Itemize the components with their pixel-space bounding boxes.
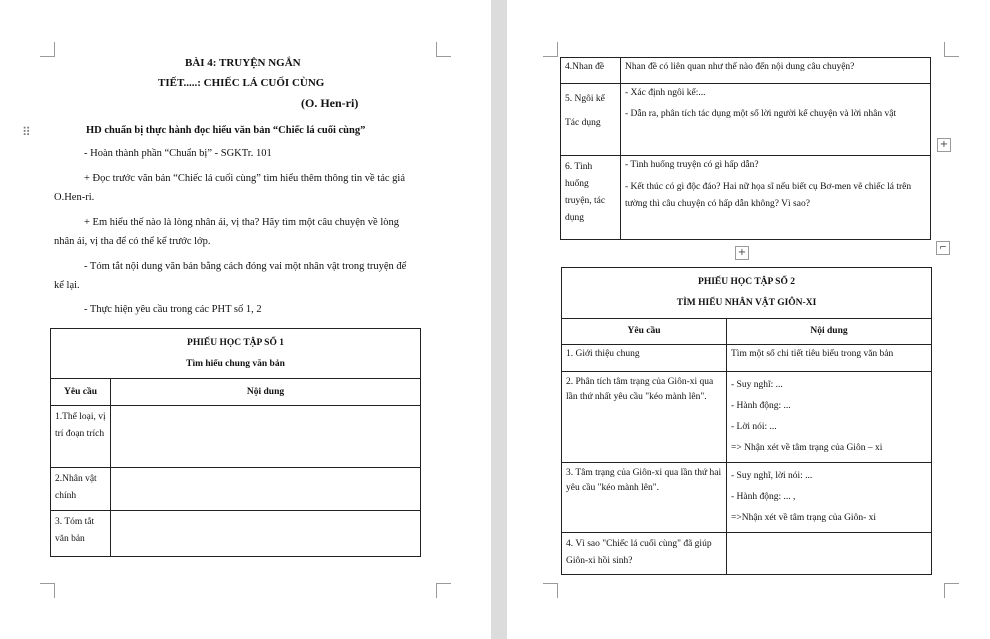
crop-mark bbox=[543, 583, 558, 598]
content-line: - Dẫn ra, phân tích tác dụng một số lời người kể chuyện và lời nhân vật bbox=[625, 109, 897, 119]
worksheet-1-continued-table bbox=[560, 57, 931, 240]
content-cell[interactable] bbox=[727, 463, 932, 533]
table-row bbox=[562, 463, 932, 533]
content-cell[interactable] bbox=[727, 372, 932, 463]
table-row bbox=[562, 533, 932, 575]
period-title: TIẾT.....: CHIẾC LÁ CUỐI CÙNG bbox=[158, 77, 325, 89]
content-line: - Suy nghĩ: ... bbox=[731, 380, 783, 390]
column-header: Nội dung bbox=[111, 379, 421, 406]
content-cell[interactable] bbox=[621, 156, 931, 240]
content-line: - Suy nghĩ, lời nói: ... bbox=[731, 471, 813, 481]
worksheet-2-header bbox=[562, 268, 932, 319]
instruction-line: + Em hiểu thế nào là lòng nhân ái, vị tha? Hãy tìm một câu chuyện về lòng bbox=[84, 217, 400, 228]
content-line: - Kết thúc có gì độc đáo? Hai nữ họa sĩ nếu biết cụ Bơ-men vẽ chiếc lá trên tường thì câu chuyện có hấp dẫn không? Vì sao? bbox=[625, 182, 912, 209]
column-header: Yêu cầu bbox=[51, 379, 111, 406]
table-row bbox=[562, 372, 932, 463]
author-name: (O. Hen-ri) bbox=[301, 96, 359, 110]
instruction-line: nhân ái, vị tha để có thể kể trước lớp. bbox=[54, 236, 211, 247]
requirement-cell: 1. Giới thiệu chung bbox=[562, 345, 727, 372]
worksheet-subtitle: TÌM HIỂU NHÂN VẬT GIÔN-XI bbox=[676, 298, 817, 308]
instruction-line: - Tóm tắt nội dung văn bản bằng cách đóng vai một nhân vật trong truyện để bbox=[84, 261, 407, 272]
drag-handle-icon[interactable]: ⠿ bbox=[22, 125, 31, 139]
requirement-cell: 2.Nhân vật chính bbox=[51, 468, 111, 511]
crop-mark bbox=[40, 42, 55, 57]
content-cell[interactable] bbox=[727, 345, 932, 372]
table-row bbox=[51, 468, 421, 511]
content-cell[interactable] bbox=[621, 84, 931, 156]
crop-mark bbox=[436, 583, 451, 598]
worksheet-title: PHIẾU HỌC TẬP SỐ 1 bbox=[187, 337, 284, 348]
column-header: Nội dung bbox=[727, 319, 932, 345]
worksheet-2-table bbox=[561, 267, 932, 575]
requirement-cell: 3. Tóm tắt văn bản bbox=[51, 511, 111, 557]
add-column-icon[interactable]: + bbox=[937, 138, 951, 152]
content-line: - Lời nói: ... bbox=[731, 422, 777, 432]
content-line: - Hành động: ... , bbox=[731, 492, 796, 502]
instruction-line: - Hoàn thành phần “Chuẩn bị” - SGKTr. 101 bbox=[84, 148, 272, 159]
crop-mark bbox=[543, 42, 558, 57]
instruction-line: + Đọc trước văn bản “Chiếc lá cuối cùng” tìm hiểu thêm thông tin về tác giả bbox=[84, 173, 405, 184]
table-row bbox=[51, 406, 421, 468]
content-line: Tìm một số chi tiết tiêu biểu trong văn bản bbox=[731, 349, 894, 359]
requirement-cell: 1.Thể loại, vị trí đoạn trích bbox=[51, 406, 111, 468]
content-cell[interactable] bbox=[111, 511, 421, 557]
content-line: Nhan đề có liên quan như thế nào đến nội dung câu chuyện? bbox=[625, 62, 855, 72]
document-page-2 bbox=[507, 0, 990, 639]
instruction-line: - Thực hiện yêu cầu trong các PHT số 1, 2 bbox=[84, 304, 262, 315]
worksheet-1-header bbox=[51, 329, 421, 379]
requirement-cell: 2. Phân tích tâm trạng của Giôn-xi qua lần thứ nhất yêu cầu "kéo mành lên". bbox=[562, 372, 727, 463]
document-page-1 bbox=[0, 0, 491, 639]
table-resize-icon[interactable]: ⌐ bbox=[936, 241, 950, 255]
crop-mark bbox=[944, 42, 959, 57]
content-cell[interactable] bbox=[111, 468, 421, 511]
content-line: - Hành động: ... bbox=[731, 401, 791, 411]
requirement-cell: 6. Tình huống truyện, tác dụng bbox=[561, 156, 621, 240]
content-cell[interactable] bbox=[621, 58, 931, 84]
page-gap bbox=[491, 0, 507, 639]
worksheet-title: PHIẾU HỌC TẬP SỐ 2 bbox=[698, 277, 795, 287]
table-row bbox=[562, 345, 932, 372]
crop-mark bbox=[944, 583, 959, 598]
instruction-line: O.Hen-ri. bbox=[54, 192, 95, 203]
table-row bbox=[561, 156, 931, 240]
content-line: - Tình huống truyện có gì hấp dẫn? bbox=[625, 160, 759, 170]
requirement-cell: 4.Nhan đề bbox=[561, 58, 621, 84]
lesson-title: BÀI 4: TRUYỆN NGẮN bbox=[185, 57, 301, 69]
content-cell[interactable] bbox=[111, 406, 421, 468]
requirement-cell: 3. Tâm trạng của Giôn-xi qua lần thứ hai yêu cầu "kéo mành lên". bbox=[562, 463, 727, 533]
content-line: - Xác định ngôi kể:... bbox=[625, 88, 706, 98]
table-row bbox=[561, 84, 931, 156]
prep-heading: HD chuẩn bị thực hành đọc hiểu văn bản “Chiếc lá cuối cùng” bbox=[86, 125, 366, 136]
crop-mark bbox=[40, 583, 55, 598]
instruction-line: kể lại. bbox=[54, 280, 80, 291]
add-row-icon[interactable]: + bbox=[735, 246, 749, 260]
table-row bbox=[51, 511, 421, 557]
content-cell[interactable] bbox=[727, 533, 932, 575]
requirement-cell: 4. Vì sao "Chiếc lá cuối cùng" đã giúp Giôn-xi hồi sinh? bbox=[562, 533, 727, 575]
crop-mark bbox=[436, 42, 451, 57]
worksheet-subtitle: Tìm hiểu chung văn bản bbox=[186, 358, 285, 369]
content-line: =>Nhận xét về tâm trạng của Giôn- xi bbox=[731, 513, 876, 523]
worksheet-1-table bbox=[50, 328, 421, 557]
content-line: => Nhận xét về tâm trạng của Giôn – xi bbox=[731, 443, 883, 453]
column-header: Yêu cầu bbox=[562, 319, 727, 345]
table-row bbox=[561, 58, 931, 84]
requirement-cell: 5. Ngôi kể Tác dụng bbox=[561, 84, 621, 156]
